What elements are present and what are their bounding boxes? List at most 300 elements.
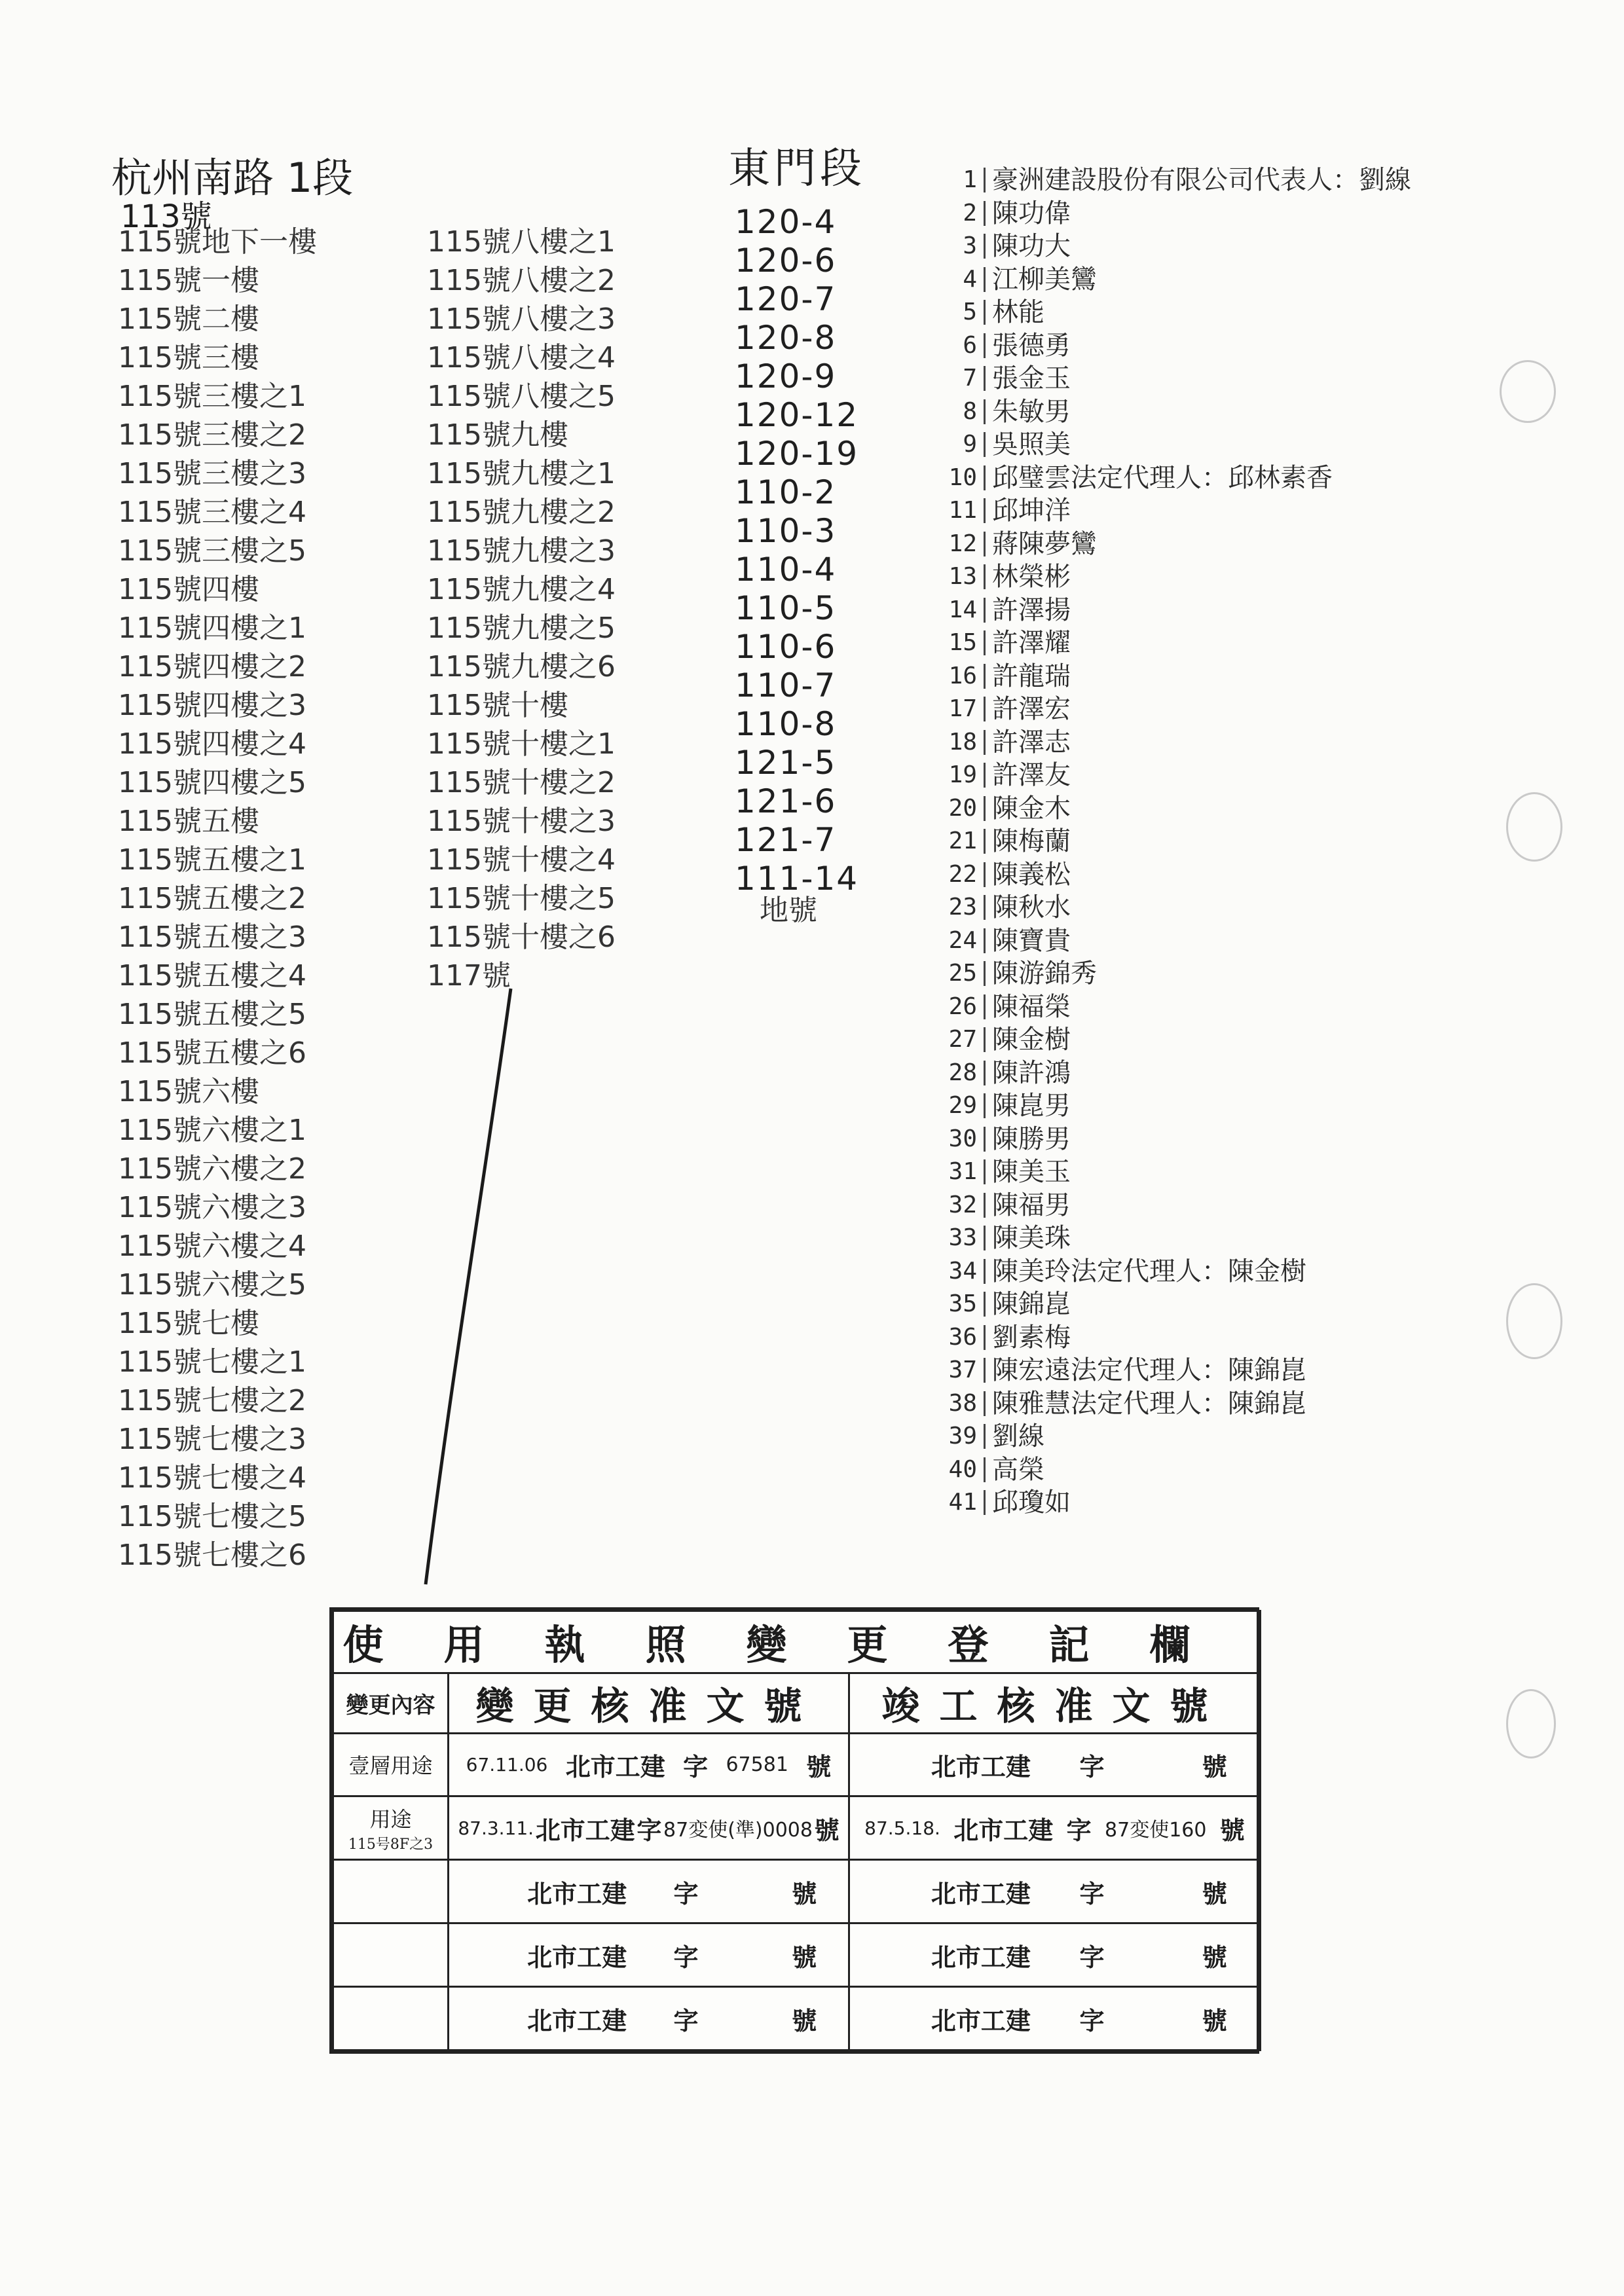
owner-row bbox=[936, 1023, 1411, 1057]
approval-number-line bbox=[449, 1937, 848, 1973]
unit-entry: 115號八樓之3 bbox=[427, 302, 616, 336]
scan-hole-mark bbox=[1506, 1283, 1562, 1359]
owner-row bbox=[936, 924, 1411, 958]
office-label: 北市工建 bbox=[931, 1751, 1031, 1781]
owner-row bbox=[936, 1321, 1411, 1355]
office-label: 北市工建 bbox=[565, 1751, 665, 1781]
lot-number: 120-19 bbox=[735, 435, 859, 473]
owner-name: 許澤友 bbox=[992, 760, 1071, 790]
approval-number: 87変使160 bbox=[1105, 1819, 1207, 1842]
unit-entry: 115號六樓之1 bbox=[118, 1114, 306, 1147]
owner-name: 陳錦崑 bbox=[992, 1289, 1071, 1319]
separator bbox=[984, 829, 986, 854]
separator bbox=[984, 267, 986, 292]
owner-name: 邱璧雲法定代理人：邱林素香 bbox=[992, 462, 1333, 493]
owner-number: 4 bbox=[963, 265, 977, 293]
separator bbox=[984, 201, 986, 226]
owner-name: 陳福榮 bbox=[992, 991, 1071, 1022]
office-label: 北市工建 bbox=[527, 1878, 627, 1908]
separator bbox=[984, 366, 986, 391]
owner-row bbox=[936, 1156, 1411, 1189]
zi-label: 字 bbox=[673, 1942, 699, 1972]
lot-number: 120-9 bbox=[735, 357, 837, 395]
owner-number: 36 bbox=[948, 1323, 977, 1351]
office-label: 北市工建 bbox=[535, 1815, 635, 1845]
owner-name: 陳梅蘭 bbox=[992, 826, 1071, 856]
scan-hole-mark bbox=[1506, 1689, 1556, 1758]
unit-entry: 115號五樓之5 bbox=[118, 998, 306, 1031]
change-content-text: 壹層用途 bbox=[348, 1753, 433, 1779]
office-label: 北市工建 bbox=[527, 1942, 627, 1972]
separator bbox=[984, 1292, 986, 1317]
owner-row bbox=[936, 759, 1411, 792]
separator bbox=[984, 564, 986, 589]
owner-row bbox=[936, 1453, 1411, 1487]
owner-number: 41 bbox=[948, 1489, 977, 1516]
change-approval-cell bbox=[449, 1987, 849, 2050]
separator bbox=[984, 300, 986, 325]
owner-number: 28 bbox=[948, 1059, 977, 1086]
unit-entry: 115號十樓之6 bbox=[427, 920, 616, 954]
unit-entry: 115號八樓之4 bbox=[427, 341, 616, 374]
owner-name: 許龍瑞 bbox=[992, 661, 1071, 691]
owner-name: 豪洲建設股份有限公司代表人：劉線 bbox=[992, 165, 1411, 195]
owner-row bbox=[936, 362, 1411, 395]
change-content-cell bbox=[333, 1987, 449, 2050]
unit-entry: 115號三樓之1 bbox=[118, 380, 306, 413]
owner-row bbox=[936, 858, 1411, 892]
change-approval-cell bbox=[449, 1733, 849, 1796]
change-content-cell bbox=[333, 1796, 449, 1860]
separator bbox=[984, 862, 986, 887]
owner-number: 39 bbox=[948, 1423, 977, 1449]
owner-row bbox=[936, 1387, 1411, 1421]
hao-label: 號 bbox=[1202, 1942, 1227, 1972]
owner-row bbox=[936, 1057, 1411, 1090]
unit-entry: 115號二樓 bbox=[118, 302, 259, 336]
owner-row bbox=[936, 1255, 1411, 1288]
owner-number: 16 bbox=[948, 662, 977, 689]
lot-number: 111-14 bbox=[735, 860, 859, 898]
owner-name: 陳勝男 bbox=[992, 1123, 1071, 1154]
owner-name: 陳功大 bbox=[992, 231, 1071, 261]
separator bbox=[984, 730, 986, 755]
owner-number: 37 bbox=[948, 1357, 977, 1383]
owner-row bbox=[936, 825, 1411, 858]
owner-number: 13 bbox=[948, 563, 977, 590]
unit-entry: 115號四樓之1 bbox=[118, 611, 306, 645]
unit-entry: 115號七樓之4 bbox=[118, 1461, 306, 1495]
register-row bbox=[333, 1987, 1261, 2050]
owner-number: 31 bbox=[948, 1158, 977, 1185]
lot-number: 120-8 bbox=[735, 319, 837, 357]
separator bbox=[984, 1391, 986, 1416]
separator bbox=[984, 1457, 986, 1482]
section-title: 東門段 bbox=[728, 145, 866, 193]
separator bbox=[984, 1127, 986, 1152]
owner-number: 40 bbox=[948, 1455, 977, 1483]
unit-entry: 115號九樓之4 bbox=[427, 573, 616, 606]
separator bbox=[984, 1424, 986, 1449]
owner-row bbox=[936, 197, 1411, 230]
owner-row bbox=[936, 1486, 1411, 1520]
unit-entry: 115號八樓之5 bbox=[427, 380, 616, 413]
change-approval-cell bbox=[449, 1923, 849, 1987]
owner-row bbox=[936, 329, 1411, 363]
lot-number: 120-12 bbox=[735, 396, 859, 434]
owner-number: 22 bbox=[948, 860, 977, 888]
change-content-text: 用途 bbox=[369, 1806, 412, 1832]
header-completion-approval: 竣工核准文號 bbox=[849, 1673, 1261, 1733]
completion-approval-cell bbox=[849, 1860, 1261, 1923]
owner-row bbox=[936, 164, 1411, 197]
separator bbox=[984, 763, 986, 788]
unit-entry: 115號七樓之2 bbox=[118, 1384, 306, 1417]
owner-row bbox=[936, 230, 1411, 263]
header-change-approval: 變更核准文號 bbox=[449, 1673, 849, 1733]
owner-number: 27 bbox=[948, 1026, 977, 1053]
separator bbox=[984, 234, 986, 259]
approval-number-line bbox=[449, 2001, 848, 2037]
owner-number: 21 bbox=[948, 828, 977, 854]
zi-label: 字 bbox=[637, 1815, 662, 1845]
owner-row bbox=[936, 1354, 1411, 1387]
road-number: 113號 bbox=[120, 198, 212, 235]
owner-name: 林能 bbox=[992, 297, 1044, 327]
owner-name: 陳美玉 bbox=[992, 1157, 1071, 1187]
owner-name: 陳金樹 bbox=[992, 1025, 1071, 1055]
lot-number: 110-4 bbox=[735, 551, 837, 589]
owner-number: 32 bbox=[948, 1191, 977, 1218]
unit-entry: 115號六樓之2 bbox=[118, 1152, 306, 1186]
lot-number: 110-8 bbox=[735, 705, 837, 743]
bracket-line bbox=[406, 982, 524, 1597]
owner-name: 陳美珠 bbox=[992, 1223, 1071, 1253]
unit-entry: 115號十樓之2 bbox=[427, 766, 616, 799]
separator bbox=[984, 598, 986, 623]
approval-date: 87.5.18. bbox=[864, 1817, 940, 1839]
unit-entry: 115號六樓之3 bbox=[118, 1191, 306, 1224]
unit-entry: 115號六樓之4 bbox=[118, 1230, 306, 1263]
zi-label: 字 bbox=[1079, 1878, 1105, 1908]
owner-number: 7 bbox=[963, 365, 977, 392]
owner-row bbox=[936, 726, 1411, 759]
owner-row bbox=[936, 627, 1411, 660]
unit-entry: 115號四樓之2 bbox=[118, 650, 306, 683]
lot-number: 110-5 bbox=[735, 589, 837, 627]
change-content-cell bbox=[333, 1733, 449, 1796]
office-label: 北市工建 bbox=[953, 1815, 1054, 1845]
owner-name: 林榮彬 bbox=[992, 562, 1071, 592]
approval-number-line bbox=[449, 1810, 848, 1846]
unit-entry: 115號五樓之3 bbox=[118, 920, 306, 954]
owner-number: 19 bbox=[948, 761, 977, 788]
owner-row bbox=[936, 296, 1411, 329]
owner-name: 陳美玲法定代理人：陳金樹 bbox=[992, 1256, 1306, 1286]
owner-number: 1 bbox=[963, 166, 977, 193]
road-title: 杭州南路 1段 bbox=[111, 154, 354, 202]
separator bbox=[984, 961, 986, 986]
hao-label: 號 bbox=[806, 1751, 832, 1781]
unit-entry: 115號七樓之6 bbox=[118, 1539, 306, 1572]
zi-label: 字 bbox=[673, 1878, 699, 1908]
register-row bbox=[333, 1860, 1261, 1923]
unit-entry: 115號七樓之3 bbox=[118, 1423, 306, 1456]
register-title: 使用執照變更登記欄 bbox=[333, 1611, 1261, 1673]
separator bbox=[984, 895, 986, 920]
owner-number: 12 bbox=[948, 530, 977, 557]
completion-approval-cell bbox=[849, 1733, 1261, 1796]
zi-label: 字 bbox=[1079, 2005, 1105, 2035]
approval-number-line bbox=[850, 1747, 1259, 1783]
change-content-cell bbox=[333, 1923, 449, 1987]
owner-row bbox=[936, 528, 1411, 561]
separator bbox=[984, 532, 986, 556]
lot-number: 110-6 bbox=[735, 628, 837, 666]
lot-number: 120-7 bbox=[735, 280, 837, 318]
unit-entry: 115號十樓之4 bbox=[427, 843, 616, 877]
unit-entry: 115號九樓之5 bbox=[427, 611, 616, 645]
owner-name: 朱敏男 bbox=[992, 396, 1071, 427]
owner-name: 劉素梅 bbox=[992, 1322, 1071, 1353]
owner-number: 38 bbox=[948, 1389, 977, 1417]
owner-row bbox=[936, 462, 1411, 495]
owner-number: 25 bbox=[948, 960, 977, 987]
owner-number: 10 bbox=[948, 464, 977, 491]
change-content-note: 115号8F之3 bbox=[348, 1836, 434, 1853]
owner-row bbox=[936, 991, 1411, 1024]
owner-number: 17 bbox=[948, 695, 977, 722]
separator bbox=[984, 399, 986, 424]
owner-name: 高榮 bbox=[992, 1454, 1044, 1485]
separator bbox=[984, 1193, 986, 1218]
owner-name: 陳福男 bbox=[992, 1190, 1071, 1220]
hao-label: 號 bbox=[1219, 1815, 1245, 1845]
owner-number: 14 bbox=[948, 596, 977, 623]
hao-label: 號 bbox=[792, 1942, 817, 1972]
approval-number-line bbox=[449, 1874, 848, 1910]
lot-number: 110-3 bbox=[735, 512, 837, 550]
separator bbox=[984, 1358, 986, 1383]
separator bbox=[984, 432, 986, 457]
owner-number: 15 bbox=[948, 629, 977, 656]
owner-name: 劉線 bbox=[992, 1421, 1044, 1451]
lot-number: 110-7 bbox=[735, 666, 837, 704]
unit-entry: 115號十樓之1 bbox=[427, 727, 616, 761]
lot-label: 地號 bbox=[760, 894, 817, 927]
owner-name: 邱坤洋 bbox=[992, 496, 1071, 526]
owner-row bbox=[936, 1189, 1411, 1222]
owner-row bbox=[936, 1288, 1411, 1321]
unit-entry: 115號三樓之5 bbox=[118, 534, 306, 568]
owner-name: 許澤志 bbox=[992, 727, 1071, 757]
approval-number-line bbox=[850, 2001, 1259, 2037]
approval-number: 67581 bbox=[726, 1753, 788, 1776]
owner-row bbox=[936, 957, 1411, 991]
zi-label: 字 bbox=[1066, 1815, 1092, 1845]
unit-entry: 115號地下一樓 bbox=[118, 225, 317, 259]
unit-entry: 115號五樓之1 bbox=[118, 843, 306, 877]
unit-entry: 115號九樓之3 bbox=[427, 534, 616, 568]
separator bbox=[984, 1061, 986, 1085]
approval-number-line bbox=[850, 1874, 1259, 1910]
unit-entry: 115號五樓之2 bbox=[118, 882, 306, 915]
owner-number: 18 bbox=[948, 728, 977, 756]
owner-name: 陳義松 bbox=[992, 859, 1071, 890]
owner-row bbox=[936, 1420, 1411, 1453]
owner-row bbox=[936, 1222, 1411, 1255]
office-label: 北市工建 bbox=[931, 1942, 1031, 1972]
lot-number: 120-4 bbox=[735, 203, 837, 241]
owner-name: 陳崑男 bbox=[992, 1091, 1071, 1121]
owner-row bbox=[936, 1123, 1411, 1156]
zi-label: 字 bbox=[673, 2005, 699, 2035]
change-approval-cell bbox=[449, 1796, 849, 1860]
owner-row bbox=[936, 395, 1411, 429]
hao-label: 號 bbox=[1202, 1878, 1227, 1908]
separator bbox=[984, 498, 986, 523]
approval-date: 87.3.11. bbox=[458, 1817, 534, 1839]
owner-name: 張金玉 bbox=[992, 363, 1071, 393]
unit-entry: 115號十樓之5 bbox=[427, 882, 616, 915]
change-approval-cell bbox=[449, 1860, 849, 1923]
owner-number: 30 bbox=[948, 1125, 977, 1152]
owner-list bbox=[936, 164, 1411, 1520]
separator bbox=[984, 1027, 986, 1052]
unit-entry: 115號三樓之4 bbox=[118, 496, 306, 529]
zi-label: 字 bbox=[1079, 1942, 1105, 1972]
scan-hole-mark bbox=[1506, 792, 1562, 862]
lot-number-list bbox=[735, 203, 858, 898]
owner-name: 陳雅慧法定代理人：陳錦崑 bbox=[992, 1388, 1306, 1419]
unit-entry: 115號十樓 bbox=[427, 689, 568, 722]
office-label: 北市工建 bbox=[527, 2005, 627, 2035]
lot-number: 120-6 bbox=[735, 242, 837, 280]
unit-list-left bbox=[118, 223, 317, 1575]
office-label: 北市工建 bbox=[931, 1878, 1031, 1908]
approval-number-line bbox=[850, 1810, 1259, 1846]
unit-list-right bbox=[427, 223, 616, 995]
separator bbox=[984, 465, 986, 490]
separator bbox=[984, 1259, 986, 1284]
owner-name: 許澤揚 bbox=[992, 594, 1071, 625]
owner-name: 邱瓊如 bbox=[992, 1487, 1071, 1518]
hao-label: 號 bbox=[792, 1878, 817, 1908]
separator bbox=[984, 1490, 986, 1515]
approval-number-line bbox=[449, 1747, 848, 1783]
office-label: 北市工建 bbox=[931, 2005, 1031, 2035]
owner-name: 許澤耀 bbox=[992, 628, 1071, 658]
unit-entry: 115號六樓 bbox=[118, 1075, 259, 1108]
unit-entry: 115號四樓之3 bbox=[118, 689, 306, 722]
header-change-content: 變更內容 bbox=[333, 1673, 449, 1733]
separator bbox=[984, 630, 986, 655]
unit-entry: 115號七樓之5 bbox=[118, 1500, 306, 1533]
unit-entry: 115號七樓 bbox=[118, 1307, 259, 1340]
owner-name: 陳游錦秀 bbox=[992, 958, 1097, 989]
lot-number: 121-6 bbox=[735, 782, 837, 820]
unit-entry: 115號三樓之2 bbox=[118, 418, 306, 452]
owner-number: 8 bbox=[963, 397, 977, 425]
completion-approval-cell bbox=[849, 1923, 1261, 1987]
unit-entry: 115號九樓 bbox=[427, 418, 568, 452]
unit-entry: 115號四樓 bbox=[118, 573, 259, 606]
owner-number: 2 bbox=[963, 199, 977, 227]
owner-name: 陳金木 bbox=[992, 793, 1071, 824]
completion-approval-cell bbox=[849, 1796, 1261, 1860]
owner-number: 11 bbox=[948, 497, 977, 524]
lot-number: 110-2 bbox=[735, 473, 837, 511]
completion-approval-cell bbox=[849, 1987, 1261, 2050]
owner-row bbox=[936, 693, 1411, 726]
owner-row bbox=[936, 1089, 1411, 1123]
owner-row bbox=[936, 560, 1411, 594]
unit-entry: 115號六樓之5 bbox=[118, 1268, 306, 1302]
unit-entry: 115號八樓之1 bbox=[427, 225, 616, 259]
separator bbox=[984, 333, 986, 358]
separator bbox=[984, 994, 986, 1019]
owner-row bbox=[936, 792, 1411, 826]
owner-row bbox=[936, 660, 1411, 693]
owner-row bbox=[936, 594, 1411, 627]
separator bbox=[984, 1226, 986, 1250]
owner-row bbox=[936, 263, 1411, 297]
owner-number: 5 bbox=[963, 299, 977, 325]
unit-entry: 117號 bbox=[427, 959, 511, 993]
owner-number: 3 bbox=[963, 232, 977, 259]
owner-number: 29 bbox=[948, 1092, 977, 1119]
owner-name: 蔣陳夢鸞 bbox=[992, 528, 1097, 559]
lot-number: 121-7 bbox=[735, 821, 837, 859]
unit-entry: 115號三樓之3 bbox=[118, 457, 306, 490]
separator bbox=[984, 928, 986, 953]
owner-name: 陳功偉 bbox=[992, 198, 1071, 228]
unit-entry: 115號三樓 bbox=[118, 341, 259, 374]
owner-number: 26 bbox=[948, 993, 977, 1020]
owner-number: 23 bbox=[948, 894, 977, 920]
register-row bbox=[333, 1796, 1261, 1860]
scan-hole-mark bbox=[1500, 360, 1556, 423]
separator bbox=[984, 1093, 986, 1118]
hao-label: 號 bbox=[1202, 1751, 1227, 1781]
separator bbox=[984, 796, 986, 821]
owner-number: 9 bbox=[963, 431, 977, 458]
hao-label: 號 bbox=[792, 2005, 817, 2035]
separator bbox=[984, 1159, 986, 1184]
separator bbox=[984, 697, 986, 721]
zi-label: 字 bbox=[1079, 1751, 1105, 1781]
owner-number: 35 bbox=[948, 1290, 977, 1317]
owner-row bbox=[936, 494, 1411, 528]
owner-name: 陳秋水 bbox=[992, 892, 1071, 922]
separator bbox=[984, 168, 986, 192]
hao-label: 號 bbox=[1202, 2005, 1227, 2035]
register-row bbox=[333, 1923, 1261, 1987]
owner-row bbox=[936, 891, 1411, 924]
zi-label: 字 bbox=[683, 1751, 709, 1781]
unit-entry: 115號九樓之2 bbox=[427, 496, 616, 529]
hao-label: 號 bbox=[814, 1815, 840, 1845]
owner-name: 吳照美 bbox=[992, 429, 1071, 460]
unit-entry: 115號四樓之4 bbox=[118, 727, 306, 761]
approval-number-line bbox=[850, 1937, 1259, 1973]
register-row bbox=[333, 1733, 1261, 1796]
owner-number: 6 bbox=[963, 331, 977, 359]
approval-number: 87変使(準)0008 bbox=[663, 1819, 813, 1842]
owner-name: 陳宏遠法定代理人：陳錦崑 bbox=[992, 1355, 1306, 1385]
owner-name: 陳寶貴 bbox=[992, 925, 1071, 956]
unit-entry: 115號五樓 bbox=[118, 805, 259, 838]
